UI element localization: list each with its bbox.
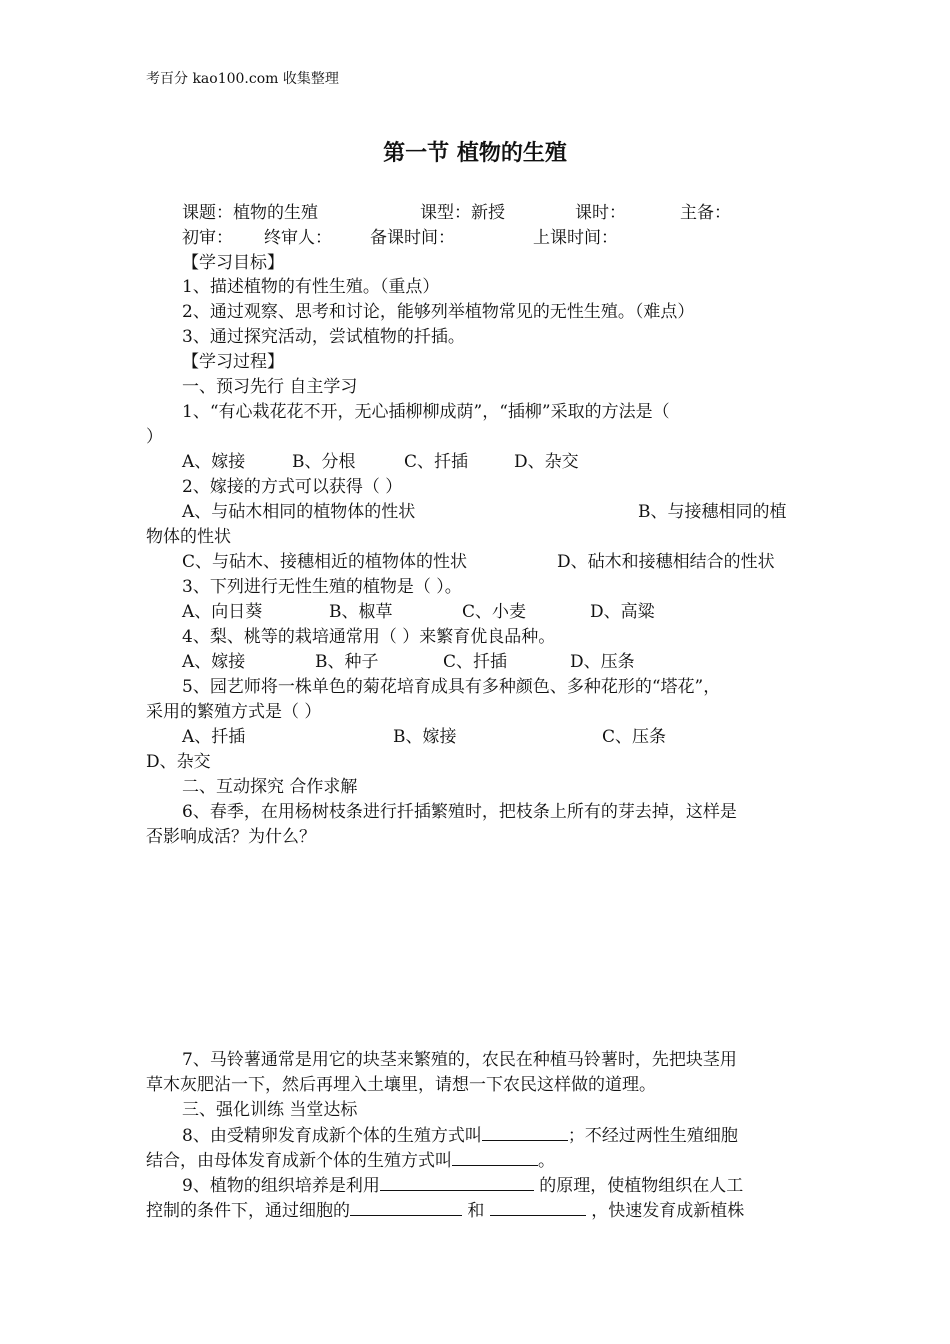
q5-option: B、嫁接 <box>393 727 457 747</box>
question-7-cont: 草木灰肥沾一下，然后再埋入土壤里，请想一下农民这样做的道理。 <box>146 1075 656 1095</box>
q9-blank-1[interactable] <box>380 1174 534 1191</box>
question-8-cont <box>146 1149 555 1172</box>
question-1-cont: ） <box>146 427 163 447</box>
q5-option: A、扦插 <box>182 727 246 747</box>
q9-text-4: 和 <box>462 1201 490 1221</box>
q4-option: B、种子 <box>315 652 379 672</box>
q2-option-b: B、与接穗相同的植 <box>638 502 787 522</box>
q8-text-1: 8、由受精卵发育成新个体的生殖方式叫 <box>182 1126 482 1146</box>
q4-option: D、压条 <box>570 652 635 672</box>
question-9 <box>182 1174 743 1197</box>
section-2-heading: 二、互动探究 合作求解 <box>182 777 358 797</box>
meta-period: 课时： <box>575 203 626 223</box>
meta-first-review: 初审： <box>182 228 233 248</box>
meta-prep-time: 备课时间： <box>370 228 455 248</box>
q9-text-5: ，快速发育成新植株 <box>585 1201 745 1221</box>
meta-final-review: 终审人： <box>264 228 332 248</box>
goal-item: 2、通过观察、思考和讨论，能够列举植物常见的无性生殖。（难点） <box>182 302 695 322</box>
question-8 <box>182 1124 738 1147</box>
q1-option: C、扦插 <box>404 452 469 472</box>
question-6: 6、春季，在用杨树枝条进行扦插繁殖时，把枝条上所有的芽去掉，这样是 <box>182 802 737 822</box>
q3-option: A、向日葵 <box>182 602 263 622</box>
meta-type: 课型：新授 <box>420 203 505 223</box>
q5-option: C、压条 <box>602 727 667 747</box>
question-1: 1、“有心栽花花不开，无心插柳柳成荫”，“插柳”采取的方法是（ <box>182 402 670 422</box>
q8-text-2: ；不经过两性生殖细胞 <box>567 1126 738 1146</box>
question-9-cont <box>146 1199 744 1222</box>
q4-option: C、扦插 <box>443 652 508 672</box>
q9-text-1: 9、植物的组织培养是利用 <box>182 1176 380 1196</box>
q8-blank-1[interactable] <box>482 1124 568 1141</box>
q9-text-2: 的原理，使植物组织在人工 <box>533 1176 744 1196</box>
section-1-heading: 一、预习先行 自主学习 <box>182 377 358 397</box>
question-4: 4、梨、桃等的栽培通常用（ ）来繁育优良品种。 <box>182 627 556 647</box>
q4-option: A、嫁接 <box>182 652 246 672</box>
q1-option: A、嫁接 <box>182 452 246 472</box>
q2-option-b-cont: 物体的性状 <box>146 527 231 547</box>
q5-option-d: D、杂交 <box>146 752 211 772</box>
q9-text-3: 控制的条件下，通过细胞的 <box>146 1201 350 1221</box>
question-7: 7、马铃薯通常是用它的块茎来繁殖的，农民在种植马铃薯时，先把块茎用 <box>182 1050 737 1070</box>
q9-blank-2[interactable] <box>350 1199 462 1216</box>
q8-text-4: 。 <box>538 1151 555 1171</box>
q1-option: B、分根 <box>292 452 356 472</box>
section-3-heading: 三、强化训练 当堂达标 <box>182 1100 358 1120</box>
page-title: 第一节 植物的生殖 <box>383 141 567 166</box>
q2-option-a: A、与砧木相同的植物体的性状 <box>182 502 416 522</box>
meta-subject: 课题：植物的生殖 <box>182 203 318 223</box>
goal-item: 3、通过探究活动，尝试植物的扦插。 <box>182 327 465 347</box>
q8-blank-2[interactable] <box>452 1149 538 1166</box>
question-5: 5、园艺师将一株单色的菊花培育成具有多种颜色、多种花形的“塔花”， <box>182 677 721 697</box>
question-5-cont: 采用的繁殖方式是（ ） <box>146 702 322 722</box>
q1-option: D、杂交 <box>514 452 579 472</box>
question-3: 3、下列进行无性生殖的植物是（ ）。 <box>182 577 462 597</box>
q9-blank-3[interactable] <box>490 1199 586 1216</box>
goals-heading: 【学习目标】 <box>182 253 284 273</box>
question-6-cont: 否影响成活？为什么？ <box>146 827 316 847</box>
q3-option: D、高粱 <box>590 602 655 622</box>
meta-class-time: 上课时间： <box>533 228 618 248</box>
source-header: 考百分 kao100.com 收集整理 <box>146 71 339 87</box>
q2-option-c: C、与砧木、接穗相近的植物体的性状 <box>182 552 468 572</box>
q2-option-d: D、砧木和接穗相结合的性状 <box>557 552 775 572</box>
meta-preparer: 主备： <box>680 203 731 223</box>
goal-item: 1、描述植物的有性生殖。（重点） <box>182 277 440 297</box>
process-heading: 【学习过程】 <box>182 352 284 372</box>
q3-option: C、小麦 <box>462 602 527 622</box>
q3-option: B、椒草 <box>329 602 393 622</box>
question-2: 2、嫁接的方式可以获得（ ） <box>182 477 403 497</box>
q8-text-3: 结合，由母体发育成新个体的生殖方式叫 <box>146 1151 452 1171</box>
